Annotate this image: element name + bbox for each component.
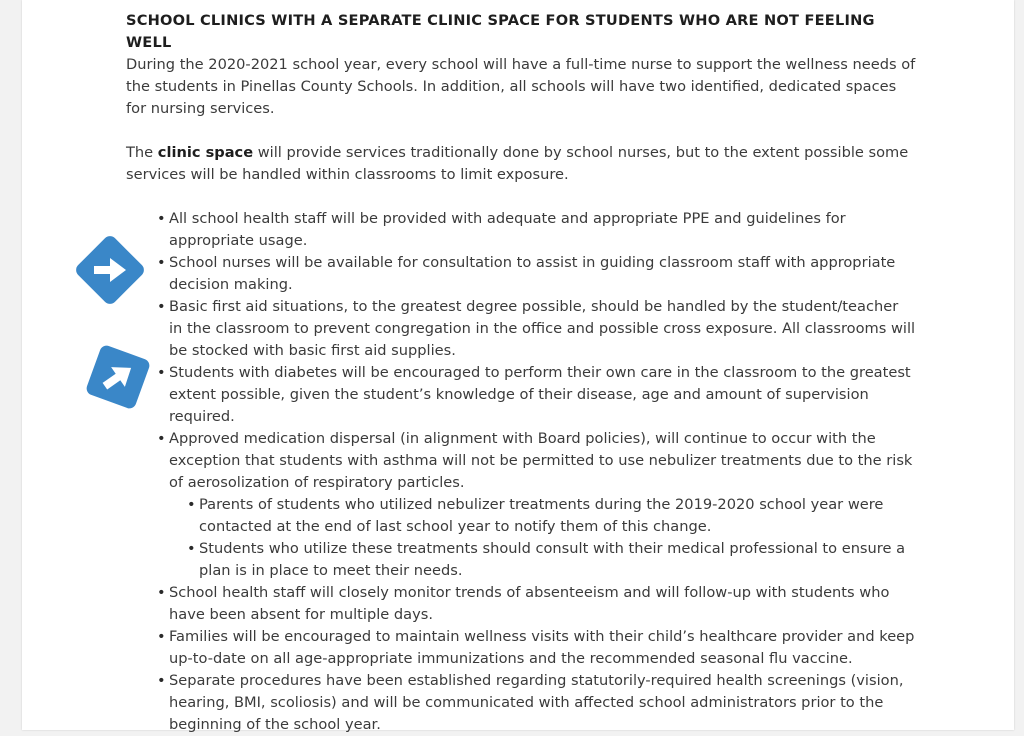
- list-item: • Basic first aid situations, to the greatest degree possible, should be handled by the student/teacher in the classroom to prevent congregation in the office and possible cross exposure. All classrooms will be stocked with basic first aid supplies.: [126, 296, 916, 362]
- list-item: • Separate procedures have been established regarding statutorily-required health screenings (vision, hearing, BMI, scoliosis) and will be communicated with affected school administrators prior to the beginning of the school year.: [126, 670, 916, 736]
- sub-bullet-list: [169, 494, 916, 582]
- list-item: • Students with diabetes will be encouraged to perform their own care in the classroom to the greatest extent possible, given the student’s knowledge of their disease, age and amount of supervision required.: [126, 362, 916, 428]
- clinic-space-term: clinic space: [157, 144, 254, 161]
- list-item: • All school health staff will be provided with adequate and appropriate PPE and guidelines for appropriate usage.: [126, 208, 916, 252]
- intro-paragraph: During the 2020-2021 school year, every school will have a full-time nurse to support the wellness needs of the students in Pinellas County Schools. In addition, all schools will have two identified, dedicated spaces for nursing services.: [126, 56, 916, 117]
- list-item: • School nurses will be available for consultation to assist in guiding classroom staff with appropriate decision making.: [126, 252, 916, 296]
- paragraph-rest: will provide services traditionally done by school nurses, but to the extent possible some services will be handled within classrooms to limit exposure.: [126, 144, 909, 183]
- document-page: [22, 0, 1014, 733]
- list-item-text: Approved medication dispersal (in alignment with Board policies), will continue to occur with the exception that students with asthma will not be permitted to use nebulizer treatments due to the risk of aerosolization of respiratory particles.: [169, 430, 913, 491]
- document-content: [126, 10, 916, 736]
- sub-list-item: • Students who utilize these treatments should consult with their medical professional to ensure a plan is in place to meet their needs.: [169, 538, 916, 582]
- paragraph-lead: The: [126, 144, 158, 161]
- list-item: • School health staff will closely monitor trends of absenteeism and will follow-up with students who have been absent for multiple days.: [126, 582, 916, 626]
- clinic-space-paragraph: [126, 142, 916, 186]
- list-item-medication: [126, 428, 916, 582]
- section-heading: SCHOOL CLINICS WITH A SEPARATE CLINIC SPACE FOR STUDENTS WHO ARE NOT FEELING WELL: [126, 12, 875, 51]
- bullet-list: [126, 208, 916, 736]
- list-item: • Families will be encouraged to maintain wellness visits with their child’s healthcare provider and keep up-to-date on all age-appropriate immunizations and the recommended seasonal flu vaccine.: [126, 626, 916, 670]
- sub-list-item: • Parents of students who utilized nebulizer treatments during the 2019-2020 school year were contacted at the end of last school year to notify them of this change.: [169, 494, 916, 538]
